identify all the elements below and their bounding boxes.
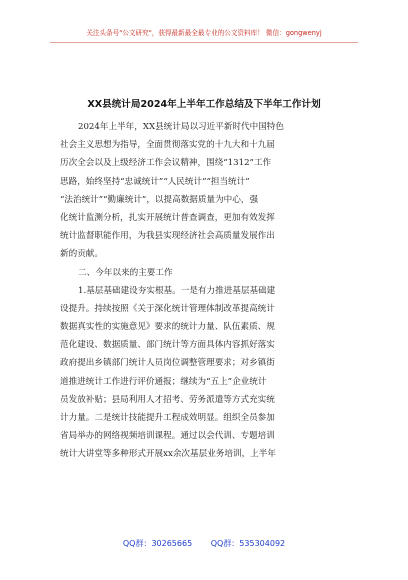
qq-group-1: QQ群：30265665	[122, 539, 193, 548]
body-line: 社会主义思想为指导，全面贯彻落实党的十九大和十九届	[60, 140, 275, 151]
promo-banner: 关注头条号"公文研究"，获得最新最全最专业的公文资料库！ 微信：gongwenyj	[86, 29, 322, 37]
qq-group-2: QQ群：535304092	[210, 539, 286, 548]
document-title: XX县统计局2024年上半年工作总结及下半年工作计划	[87, 99, 321, 110]
section-heading: 二、今年以来的主要工作	[78, 267, 173, 278]
body-line: 计力量。二是统计技能提升工程成效明显。组织全员参加	[60, 413, 275, 423]
body-line: 员发放补贴；县局利用人才招考、劳务派遣等方式充实统	[60, 394, 275, 405]
body-line: 数据真实性的实施意见》要求的统计力量、队伍素质、规	[60, 322, 275, 333]
body-line: “法治统计”“勤廉统计”，以提高数据质量为中心，强	[60, 194, 259, 205]
body-line: 范化建设、数据质量、部门统计等方面具体内容抓好落实	[60, 340, 275, 351]
footer-contacts	[0, 538, 408, 549]
body-line: 道推进统计工作进行评价通报；继续为“五上”企业统计	[60, 376, 267, 387]
body-line: 思路，始终坚持“忠诚统计”“人民统计”“担当统计”	[60, 176, 250, 187]
body-line: 1.基层基础建设夯实根基。一是有力推进基层基础建	[78, 285, 276, 296]
body-line: 2024年上半年，XX县统计局以习近平新时代中国特色	[78, 122, 284, 132]
body-line: 政府提出乡镇部门统计人员岗位调整管理要求；对乡镇街	[60, 358, 275, 369]
body-line: 省局举办的网络视频培训课程。通过以会代训、专题培训	[60, 431, 275, 442]
body-line: 新的贡献。	[60, 249, 103, 260]
body-line: 化统计监测分析，扎实开展统计普查调查，更加有效发挥	[60, 212, 275, 223]
document-body	[60, 118, 348, 464]
header-divider	[50, 42, 358, 43]
body-line: 统计监督职能作用，为我县实现经济社会高质量发展作出	[60, 231, 275, 242]
body-line: 设提升。持续按照《关于深化统计管理体制改革提高统计	[60, 303, 275, 314]
body-line: 统计大讲堂等多种形式开展xx余次基层业务培训，上半年	[60, 449, 276, 460]
body-line: 历次全会以及上级经济工作会议精神，围绕“1312”工作	[60, 158, 272, 169]
